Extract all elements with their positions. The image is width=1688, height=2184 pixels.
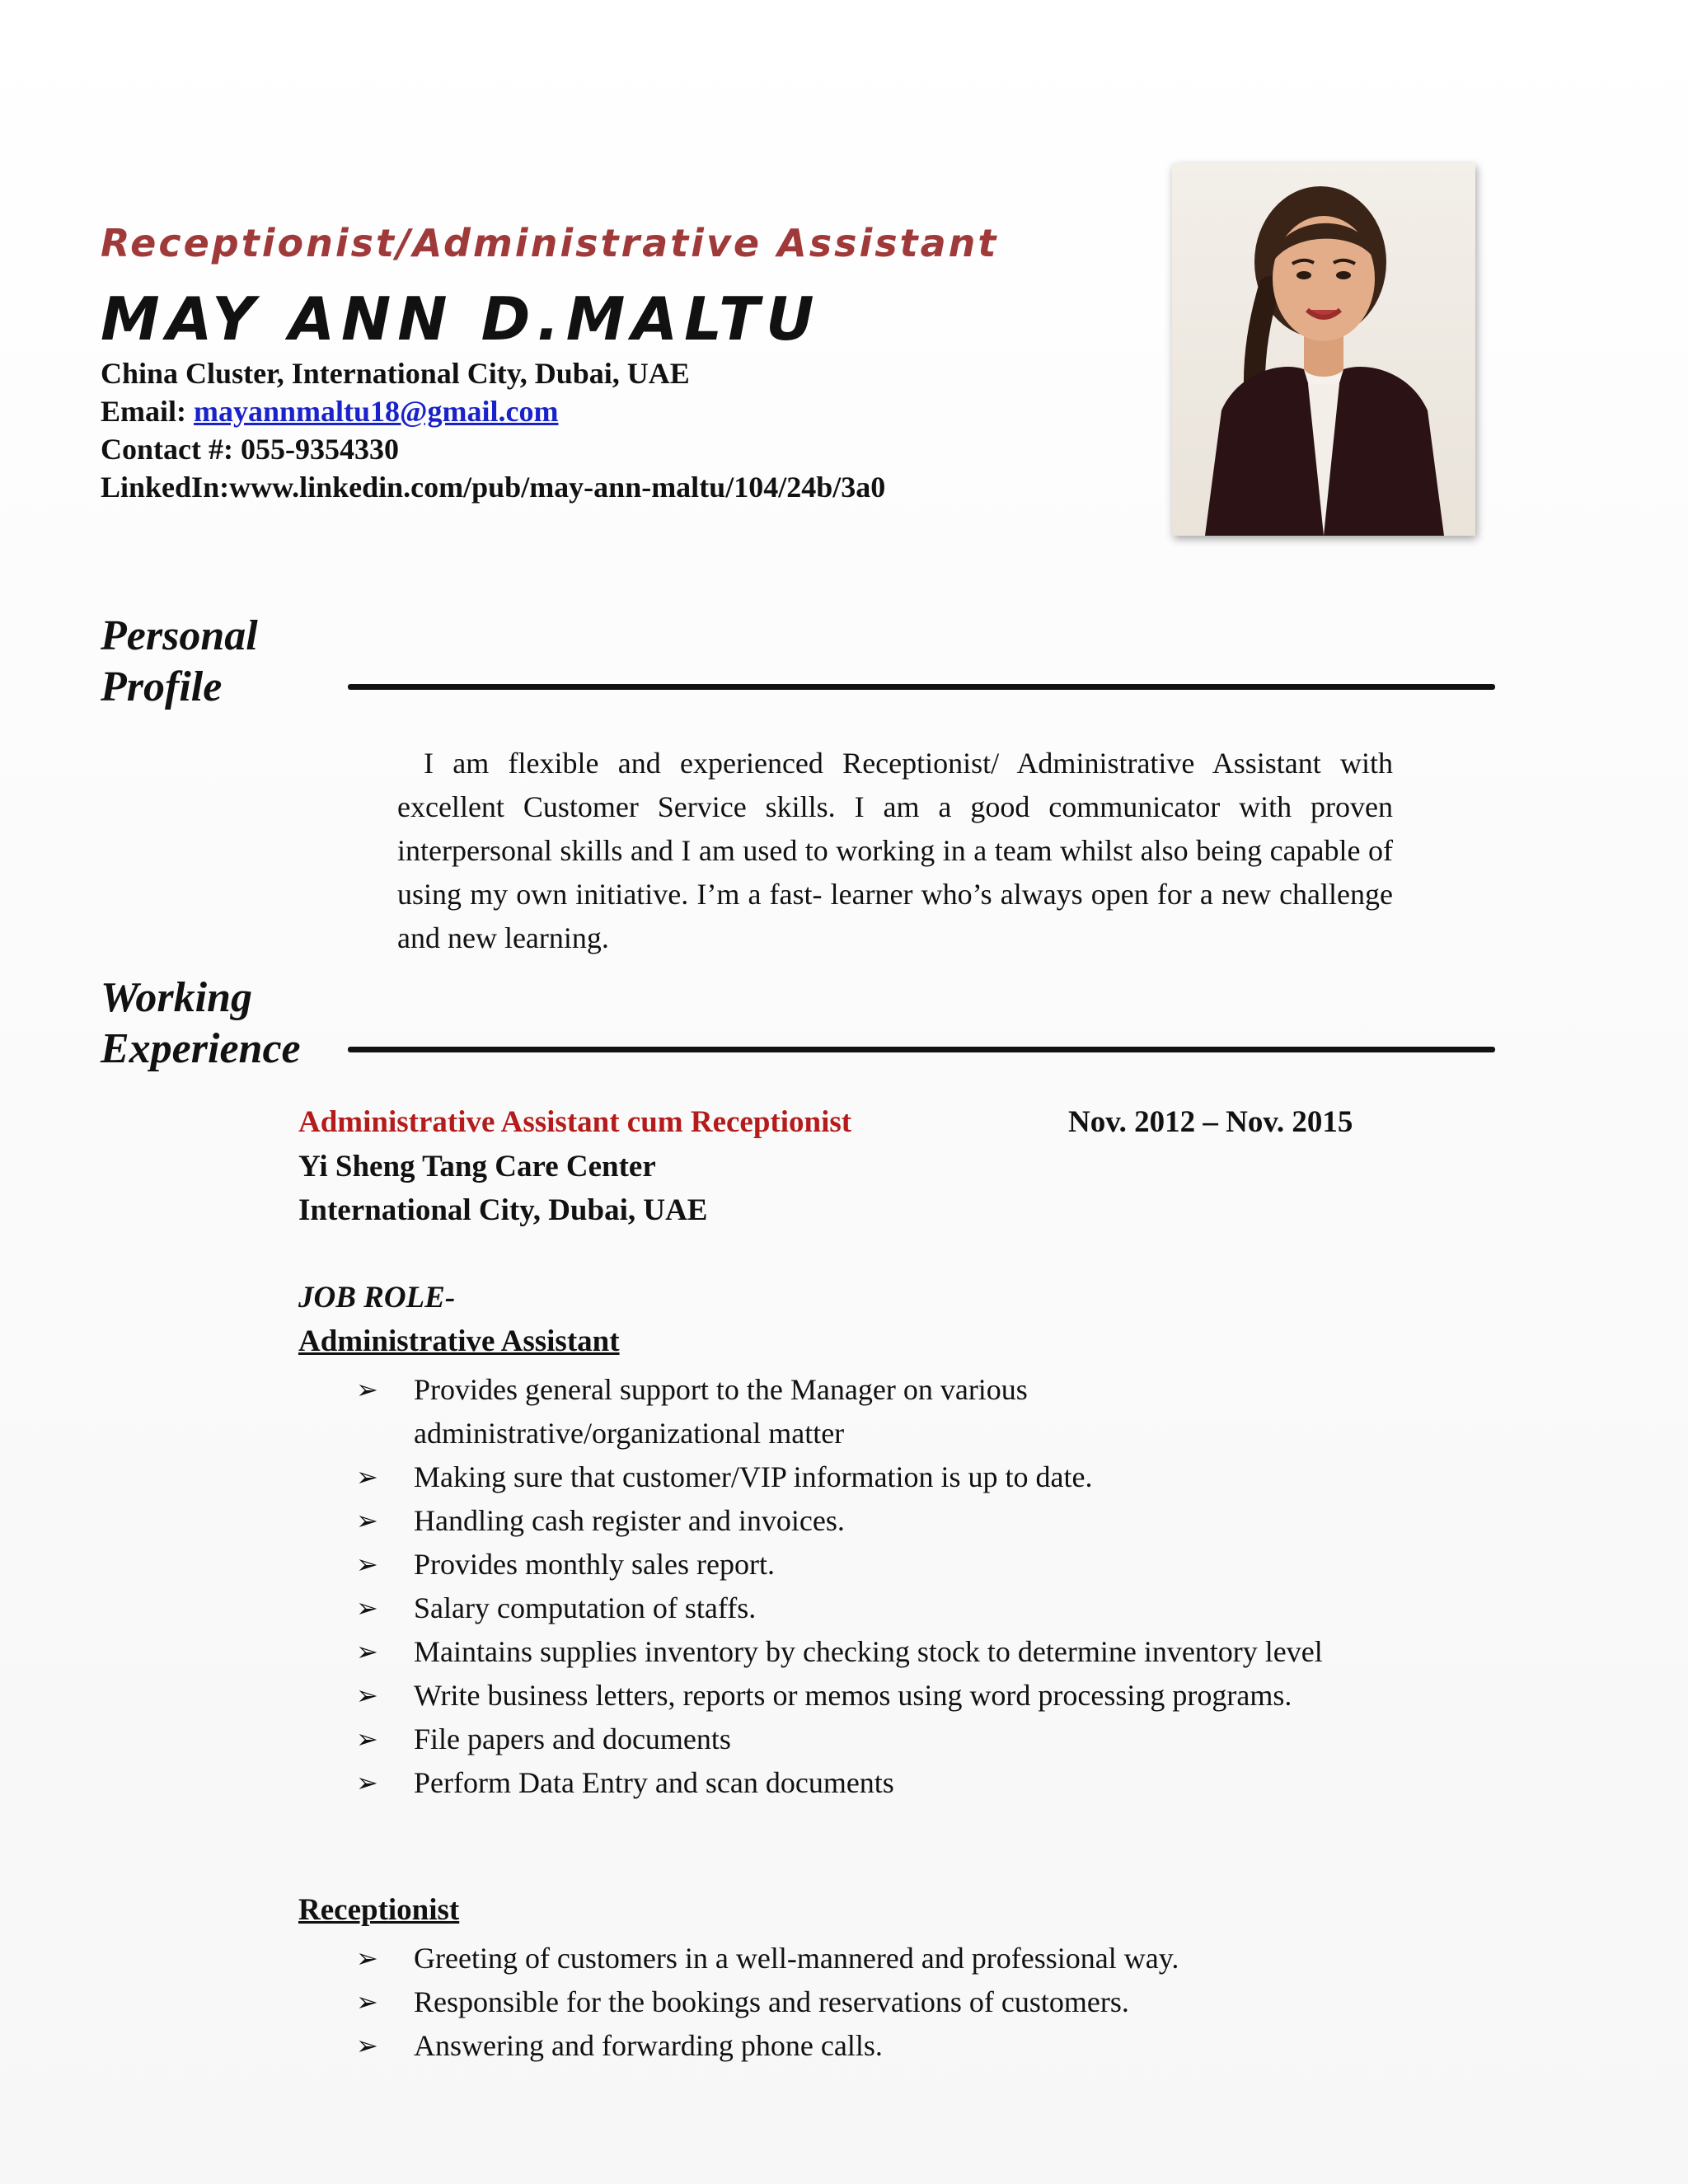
arrow-bullet-icon: ➢ <box>356 1505 378 1536</box>
list-item: ➢ Responsible for the bookings and reservations of customers. <box>356 1980 1428 2024</box>
arrow-bullet-icon: ➢ <box>356 1549 378 1580</box>
profile-photo <box>1172 163 1475 536</box>
position-title: Administrative Assistant cum Receptionist <box>298 1105 852 1139</box>
arrow-bullet-icon: ➢ <box>356 1374 378 1405</box>
company-name: Yi Sheng Tang Care Center <box>298 1150 656 1183</box>
section-divider <box>348 1047 1495 1052</box>
arrow-bullet-icon: ➢ <box>356 1461 378 1493</box>
list-item: ➢ Making sure that customer/VIP information is up to date. <box>356 1455 1428 1499</box>
profile-heading-line2: Profile <box>101 663 223 710</box>
arrow-bullet-icon: ➢ <box>356 1767 378 1798</box>
portrait-illustration <box>1172 163 1475 536</box>
list-item: ➢ Greeting of customers in a well-mannered and professional way. <box>356 1937 1428 1980</box>
email-line <box>101 394 558 429</box>
contact-number: Contact #: 055-9354330 <box>101 433 399 466</box>
list-item: ➢ File papers and documents <box>356 1718 1428 1761</box>
arrow-bullet-icon: ➢ <box>356 1943 378 1974</box>
list-item: ➢ Answering and forwarding phone calls. <box>356 2024 1428 2068</box>
arrow-bullet-icon: ➢ <box>356 1680 378 1711</box>
profile-heading <box>101 611 258 713</box>
experience-heading-line1: Working <box>101 974 252 1021</box>
company-location: International City, Dubai, UAE <box>298 1193 708 1227</box>
receptionist-heading: Receptionist <box>298 1893 460 1927</box>
arrow-bullet-icon: ➢ <box>356 2030 378 2061</box>
candidate-name: MAY ANN D.MALTU <box>101 284 821 354</box>
experience-heading-line2: Experience <box>101 1025 301 1072</box>
admin-assistant-heading: Administrative Assistant <box>298 1324 620 1358</box>
list-item: ➢ Maintains supplies inventory by checking stock to determine inventory level <box>356 1630 1386 1674</box>
receptionist-duties-list <box>356 1937 1428 2068</box>
experience-heading <box>101 972 301 1075</box>
list-item: ➢ Perform Data Entry and scan documents <box>356 1761 1428 1805</box>
list-item: ➢ Provides general support to the Manager on various administrative/organizational matter <box>356 1368 1238 1455</box>
arrow-bullet-icon: ➢ <box>356 1636 378 1667</box>
profile-heading-line1: Personal <box>101 612 258 659</box>
email-link[interactable]: mayannmaltu18@gmail.com <box>194 395 559 428</box>
arrow-bullet-icon: ➢ <box>356 1723 378 1755</box>
admin-duties-list <box>356 1368 1428 1805</box>
list-item: ➢ Provides monthly sales report. <box>356 1543 1428 1586</box>
profile-text: I am flexible and experienced Receptionist/ Administrative Assistant with excellent Customer Service skills. I am a good communicator with proven interpersonal skills and I am used to working in a team whilst also being capable of using my own initiative. I’m a fast- learner who’s always open for a new challenge and new learning. <box>397 747 1393 954</box>
job-role-label: JOB ROLE- <box>298 1281 456 1315</box>
arrow-bullet-icon: ➢ <box>356 1986 378 2018</box>
list-item: ➢ Handling cash register and invoices. <box>356 1499 1428 1543</box>
address: China Cluster, International City, Dubai, UAE <box>101 357 690 390</box>
arrow-bullet-icon: ➢ <box>356 1592 378 1624</box>
target-role: Receptionist/Administrative Assistant <box>101 221 999 265</box>
email-label: Email: <box>101 395 186 428</box>
list-item: ➢ Write business letters, reports or memos using word processing programs. <box>356 1674 1296 1718</box>
list-item: ➢ Salary computation of staffs. <box>356 1586 1428 1630</box>
linkedin: LinkedIn:www.linkedin.com/pub/may-ann-maltu/104/24b/3a0 <box>101 471 886 504</box>
section-divider <box>348 684 1495 690</box>
position-dates: Nov. 2012 – Nov. 2015 <box>1068 1105 1353 1139</box>
